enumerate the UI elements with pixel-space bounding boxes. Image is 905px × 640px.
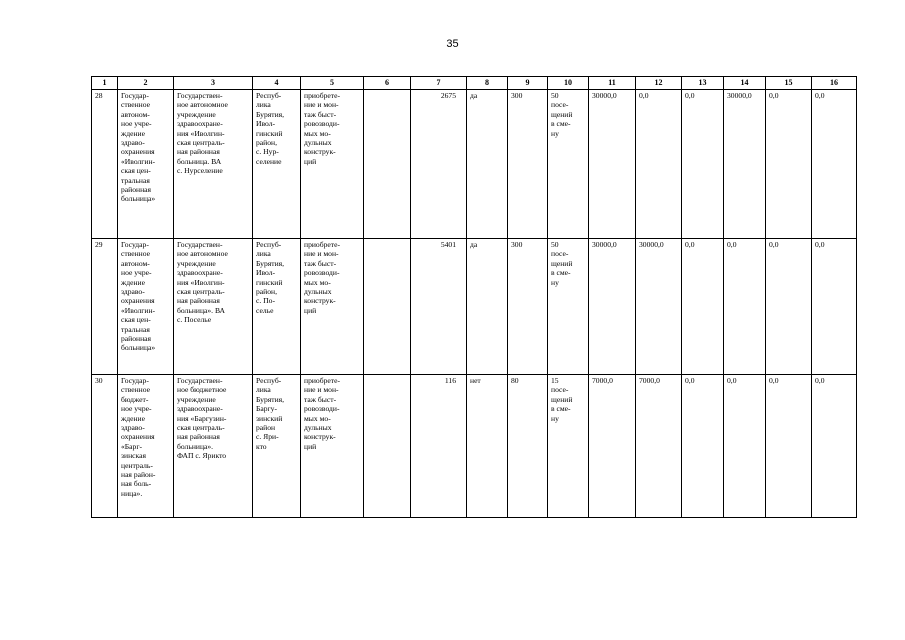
location-cell: Респуб- лика Бурятия, Ивол- гинский район, с. Нур- селение xyxy=(253,90,301,239)
column-header: 2 xyxy=(118,77,174,90)
data-table xyxy=(91,76,857,518)
organization-cell: Государ- ственное бюджет- ное учре- ждение здраво- охранения «Барг- зинская централь- ная район- ная боль- ница». xyxy=(118,375,174,518)
row-number-cell: 28 xyxy=(92,90,118,239)
column-header: 4 xyxy=(253,77,301,90)
flag-cell: нет xyxy=(467,375,508,518)
amount-cell: 0,0 xyxy=(724,375,766,518)
column-header: 3 xyxy=(174,77,253,90)
column-header: 8 xyxy=(467,77,508,90)
amount-cell: 7000,0 xyxy=(636,375,682,518)
empty-cell xyxy=(364,90,411,239)
value-cell: 300 xyxy=(508,90,548,239)
column-header: 10 xyxy=(548,77,589,90)
column-header: 7 xyxy=(411,77,467,90)
amount-cell: 0,0 xyxy=(812,375,857,518)
activity-cell: приобрете- ние и мон- таж быст- ровозводи- мых мо- дульных конструк- ций xyxy=(301,375,364,518)
column-header: 11 xyxy=(589,77,636,90)
organization-cell: Государ- ственное автоном- ное учре- ждение здраво- охранения «Иволгин- ская цен- тральная районная больница» xyxy=(118,239,174,375)
column-header: 15 xyxy=(766,77,812,90)
capacity-cell: 50 посе- щений в сме- ну xyxy=(548,239,589,375)
page-number: 35 xyxy=(446,38,459,50)
amount-cell: 0,0 xyxy=(766,375,812,518)
location-cell: Респуб- лика Бурятия, Ивол- гинский район, с. По- селье xyxy=(253,239,301,375)
facility-cell: Государствен- ное бюджетное учреждение здравоохране- ния «Баргузин- ская централь- ная районная больница». ФАП с. Ярикто xyxy=(174,375,253,518)
amount-cell: 30000,0 xyxy=(724,90,766,239)
amount-cell: 7000,0 xyxy=(589,375,636,518)
amount-cell: 0,0 xyxy=(636,90,682,239)
facility-cell: Государствен- ное автономное учреждение здравоохране- ния «Иволгин- ская централь- ная районная больница». ВА с. Поселье xyxy=(174,239,253,375)
amount-cell: 30000,0 xyxy=(636,239,682,375)
column-header: 13 xyxy=(682,77,724,90)
amount-cell: 0,0 xyxy=(724,239,766,375)
column-header: 5 xyxy=(301,77,364,90)
capacity-cell: 50 посе- щений в сме- ну xyxy=(548,90,589,239)
table-row xyxy=(92,375,857,518)
amount-cell: 30000,0 xyxy=(589,239,636,375)
value-cell: 300 xyxy=(508,239,548,375)
column-header: 1 xyxy=(92,77,118,90)
value-cell: 5401 xyxy=(411,239,467,375)
amount-cell: 0,0 xyxy=(766,90,812,239)
table-row xyxy=(92,239,857,375)
value-cell: 80 xyxy=(508,375,548,518)
header-row xyxy=(92,77,857,90)
flag-cell: да xyxy=(467,239,508,375)
facility-cell: Государствен- ное автономное учреждение здравоохране- ния «Иволгин- ская централь- ная районная больница. ВА с. Нурселение xyxy=(174,90,253,239)
column-header: 6 xyxy=(364,77,411,90)
location-cell: Респуб- лика Бурятия, Баргу- зинский район с. Яри- кто xyxy=(253,375,301,518)
amount-cell: 0,0 xyxy=(812,90,857,239)
table-row xyxy=(92,90,857,239)
amount-cell: 0,0 xyxy=(682,375,724,518)
activity-cell: приобрете- ние и мон- таж быст- ровозводи- мых мо- дульных конструк- ций xyxy=(301,90,364,239)
capacity-cell: 15 посе- щений в сме- ну xyxy=(548,375,589,518)
amount-cell: 30000,0 xyxy=(589,90,636,239)
activity-cell: приобрете- ние и мон- таж быст- ровозводи- мых мо- дульных конструк- ций xyxy=(301,239,364,375)
column-header: 16 xyxy=(812,77,857,90)
amount-cell: 0,0 xyxy=(682,239,724,375)
column-header: 12 xyxy=(636,77,682,90)
empty-cell xyxy=(364,239,411,375)
column-header: 14 xyxy=(724,77,766,90)
amount-cell: 0,0 xyxy=(812,239,857,375)
flag-cell: да xyxy=(467,90,508,239)
amount-cell: 0,0 xyxy=(682,90,724,239)
table-header xyxy=(92,77,857,90)
organization-cell: Государ- ственное автоном- ное учре- ждение здраво- охранения «Иволгин- ская цен- тральная районная больница» xyxy=(118,90,174,239)
value-cell: 116 xyxy=(411,375,467,518)
row-number-cell: 30 xyxy=(92,375,118,518)
amount-cell: 0,0 xyxy=(766,239,812,375)
empty-cell xyxy=(364,375,411,518)
column-header: 9 xyxy=(508,77,548,90)
row-number-cell: 29 xyxy=(92,239,118,375)
value-cell: 2675 xyxy=(411,90,467,239)
